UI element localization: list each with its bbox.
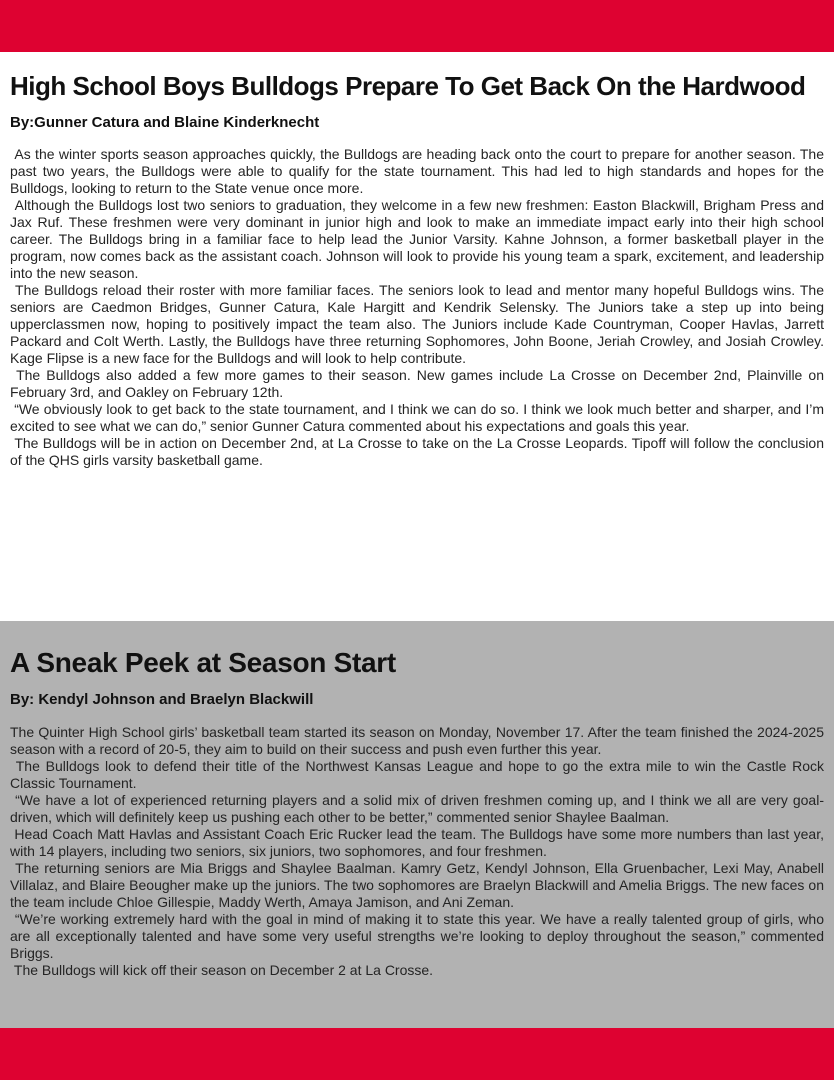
article-paragraph: The returning seniors are Mia Briggs and Shaylee Baalman. Kamry Getz, Kendyl Johnson, Ella Gruenbacher, Lexi May, Anabell Villalaz, and Blaire Beougher make up the juniors. The two sophomores are Braelyn Blackwill and Amelia Briggs. The new faces on the team include Chloe Gillespie, Maddy Werth, Amaya Jamison, and Ani Zeman. <box>10 860 828 911</box>
article-paragraph: The Bulldogs will kick off their season on December 2 at La Crosse. <box>10 962 434 979</box>
bottom-red-banner <box>0 1028 834 1080</box>
boys-article-title: High School Boys Bulldogs Prepare To Get Back On the Hardwood <box>10 71 806 101</box>
article-paragraph: Head Coach Matt Havlas and Assistant Coach Eric Rucker lead the team. The Bulldogs have some more numbers than last year, with 14 players, including two seniors, six juniors, two sophomores, and four freshmen. <box>10 826 828 860</box>
article-paragraph: The Bulldogs will be in action on December 2nd, at La Crosse to take on the La Crosse Leopards. Tipoff will follow the conclusion of the QHS girls varsity basketball game. <box>10 434 828 468</box>
article-paragraph: As the winter sports season approaches quickly, the Bulldogs are heading back onto the court to prepare for another season. The past two years, the Bulldogs were able to qualify for the state tournament. This had led to high standards and hopes for the Bulldogs, looking to return to the State venue once more. <box>10 145 828 196</box>
article-paragraph: “We’re working extremely hard with the goal in mind of making it to state this year. We have a really talented group of girls, who are all exceptionally talented and have some very useful strengths we’re looking to deploy throughout the season,” commented Briggs. <box>10 911 828 962</box>
article-paragraph: The Bulldogs reload their roster with more familiar faces. The seniors look to lead and mentor many hopeful Bulldogs wins. The seniors are Caedmon Bridges, Gunner Catura, Kale Hargitt and Kendrik Selensky. The Juniors take a step up into being upperclassmen now, hoping to positively impact the team also. The Juniors include Kade Countryman, Cooper Havlas, Jarrett Packard and Colt Werth. Lastly, the Bulldogs have three returning Sophomores, John Boone, Jeriah Crowley, and Josiah Crowley. Kage Flipse is a new face for the Bulldogs and will look to help contribute. <box>10 281 828 366</box>
article-paragraph: “We obviously look to get back to the state tournament, and I think we can do so. I think we look much better and sharper, and I’m excited to see what we can do,” senior Gunner Catura commented about his expectations and goals this year. <box>10 400 828 434</box>
boys-article-byline: By:Gunner Catura and Blaine Kinderknecht <box>10 113 320 131</box>
article-paragraph: Although the Bulldogs lost two seniors to graduation, they welcome in a few new freshmen: Easton Blackwill, Brigham Press and Jax Ruf. These freshmen were very dominant in junior high and look to make an immediate impact early into their high school career. The Bulldogs bring in a familiar face to help lead the Junior Varsity. Kahne Johnson, a former basketball player in the program, now comes back as the assistant coach. Johnson will look to provide his young team a spark, excitement, and leadership into the new season. <box>10 196 828 281</box>
article-paragraph: The Bulldogs also added a few more games to their season. New games include La Crosse on December 2nd, Plainville on February 3rd, and Oakley on February 12th. <box>10 366 828 400</box>
girls-article-title: A Sneak Peek at Season Start <box>10 647 396 678</box>
top-red-banner <box>0 0 834 52</box>
article-paragraph: “We have a lot of experienced returning players and a solid mix of driven freshmen coming up, and I think we all are very goal-driven, which will definitely keep us pushing each other to be better,” commented senior Shaylee Baalman. <box>10 792 824 826</box>
girls-article-section <box>0 621 834 1028</box>
boys-article-body <box>10 145 828 469</box>
boys-article-section <box>0 52 834 621</box>
article-paragraph: The Bulldogs look to defend their title of the Northwest Kansas League and hope to go the extra mile to win the Castle Rock Classic Tournament. <box>10 758 828 792</box>
article-paragraph: The Quinter High School girls’ basketball team started its season on Monday, November 17. After the team finished the 2024-2025 season with a record of 20-5, they aim to build on their success and push even further this year. <box>10 724 828 758</box>
girls-article-byline: By: Kendyl Johnson and Braelyn Blackwill <box>10 691 314 709</box>
girls-article-body <box>10 724 828 979</box>
